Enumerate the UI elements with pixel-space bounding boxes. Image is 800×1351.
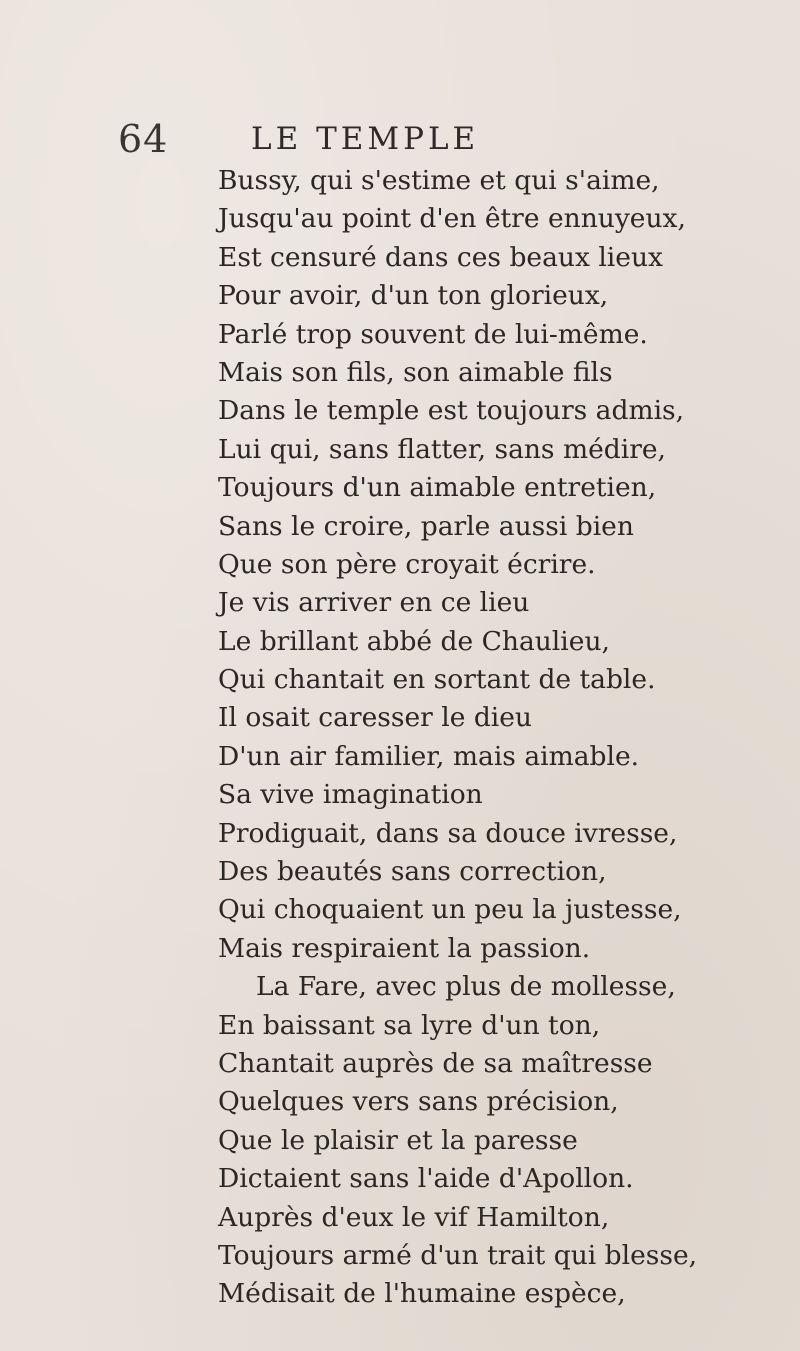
poem-line: Le brillant abbé de Chaulieu, bbox=[218, 625, 610, 657]
poem-line: Chantait auprès de sa maîtresse bbox=[218, 1047, 653, 1079]
poem-line: Il osait caresser le dieu bbox=[218, 702, 533, 734]
poem-line: Jusqu'au point d'en être ennuyeux, bbox=[218, 203, 686, 235]
poem-line: Médisait de l'humaine espèce, bbox=[218, 1278, 626, 1310]
poem-line: Bussy, qui s'estime et qui s'aime, bbox=[218, 165, 660, 196]
poem-line: Sa vive imagination bbox=[218, 779, 483, 811]
poem-line: Dictaient sans l'aide d'Apollon. bbox=[218, 1163, 634, 1195]
poem-line: Sans le croire, parle aussi bien bbox=[218, 510, 634, 542]
poem-line: Auprès d'eux le vif Hamilton, bbox=[218, 1201, 610, 1233]
poem-line: Pour avoir, d'un ton glorieux, bbox=[218, 280, 609, 312]
poem-line: Est censuré dans ces beaux lieux bbox=[218, 241, 663, 273]
page-number: 64 bbox=[118, 117, 169, 161]
poem-line: Parlé trop souvent de lui-même. bbox=[218, 318, 648, 350]
poem-line: Prodiguait, dans sa douce ivresse, bbox=[218, 817, 678, 849]
poem-line: Que son père croyait écrire. bbox=[218, 548, 596, 580]
poem-line: Mais son fils, son aimable fils bbox=[218, 356, 613, 388]
running-head: LE TEMPLE bbox=[251, 121, 480, 157]
poem-line: Lui qui, sans flatter, sans médire, bbox=[218, 433, 666, 465]
poem-line-indented: La Fare, avec plus de mollesse, bbox=[256, 971, 676, 1003]
poem-line: En baissant sa lyre d'un ton, bbox=[218, 1009, 601, 1041]
poem-line: Que le plaisir et la paresse bbox=[218, 1124, 578, 1156]
poem-line: Toujours d'un aimable entretien, bbox=[218, 472, 657, 504]
poem-line: D'un air familier, mais aimable. bbox=[218, 740, 640, 772]
poem-text bbox=[218, 162, 788, 1314]
poem-line: Qui choquaient un peu la justesse, bbox=[218, 894, 682, 926]
poem-line: Quelques vers sans précision, bbox=[218, 1086, 619, 1118]
poem-line: Mais respiraient la passion. bbox=[218, 932, 591, 964]
poem-line: Je vis arriver en ce lieu bbox=[218, 587, 530, 619]
poem-line: Des beautés sans correction, bbox=[218, 856, 607, 888]
poem-line: Toujours armé d'un trait qui blesse, bbox=[218, 1239, 698, 1271]
poem-line: Qui chantait en sortant de table. bbox=[218, 664, 656, 696]
poem-line: Dans le temple est toujours admis, bbox=[218, 395, 685, 427]
